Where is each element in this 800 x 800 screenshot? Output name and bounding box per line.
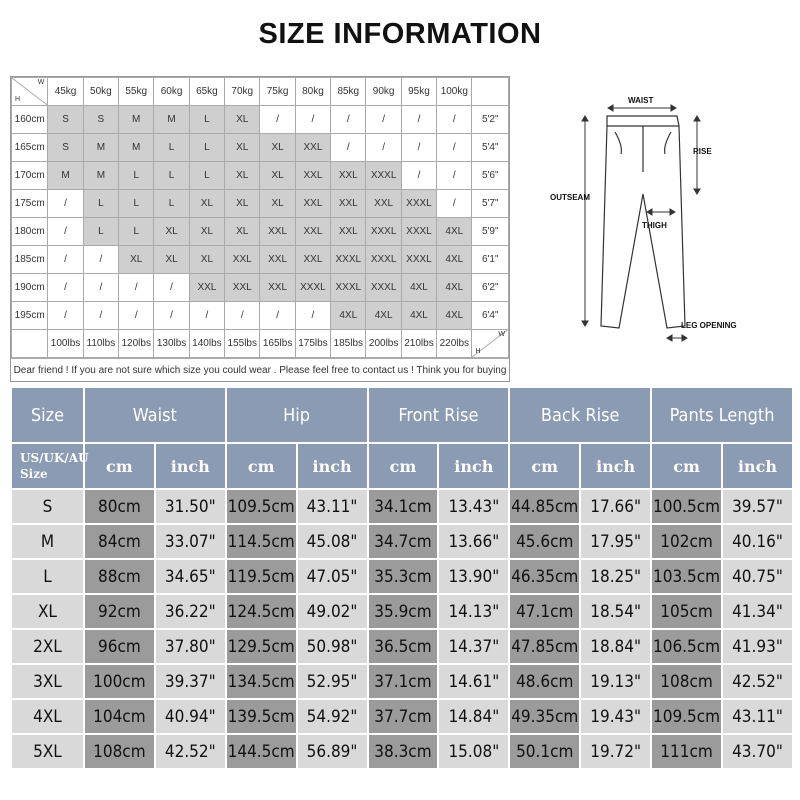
measurement-cm: 111cm [652, 735, 721, 768]
height-row [12, 246, 509, 274]
size-region-line1: US/UK/AU [20, 451, 89, 465]
unit-inch: inch [298, 444, 367, 488]
weight-kg-header: 50kg [83, 78, 118, 106]
measurement-cm: 100.5cm [652, 490, 721, 523]
measurement-cm: 103.5cm [652, 560, 721, 593]
size-recommendation-cell: 4XL [437, 246, 472, 274]
measurement-inch: 43.70" [723, 735, 792, 768]
corner-height-label: H [15, 96, 21, 103]
measurement-cm: 50.1cm [510, 735, 579, 768]
size-recommendation-cell: XXL [189, 274, 224, 302]
weight-kg-header: 85kg [331, 78, 366, 106]
height-cm-label: 180cm [12, 218, 48, 246]
size-recommendation-cell: / [48, 302, 83, 330]
height-cm-label: 190cm [12, 274, 48, 302]
measurement-cm: 34.7cm [369, 525, 438, 558]
size-recommendation-cell: M [83, 134, 118, 162]
size-label: 4XL [12, 700, 83, 733]
size-recommendation-cell: XXL [225, 246, 260, 274]
measurement-cm: 80cm [85, 490, 154, 523]
size-recommendation-cell: / [154, 302, 189, 330]
size-recommendation-cell: XXXL [366, 246, 401, 274]
measurement-cm: 144.5cm [227, 735, 296, 768]
size-row [12, 735, 792, 768]
size-recommendation-cell: XXXL [366, 162, 401, 190]
leg-opening-label: LEG OPENING [681, 321, 737, 330]
measurement-cm: 96cm [85, 630, 154, 663]
size-recommendation-cell: M [119, 106, 154, 134]
contact-note: Dear friend ! If you are not sure which size you could wear . Please feel free to contact us ! Think you for buying [11, 358, 509, 382]
measurement-cm: 104cm [85, 700, 154, 733]
size-recommendation-cell: 4XL [366, 302, 401, 330]
size-recommendation-cell: M [154, 106, 189, 134]
unit-inch: inch [723, 444, 792, 488]
measurement-inch: 18.25" [581, 560, 650, 593]
measurement-inch: 19.13" [581, 665, 650, 698]
measurement-cm: 102cm [652, 525, 721, 558]
size-row [12, 630, 792, 663]
size-recommendation-cell: / [154, 274, 189, 302]
size-recommendation-cell: 4XL [437, 302, 472, 330]
size-recommendation-cell: XXL [295, 162, 330, 190]
size-recommendation-cell: / [295, 106, 330, 134]
measurement-inch: 37.80" [156, 630, 225, 663]
measurement-inch: 14.37" [439, 630, 508, 663]
size-label: 2XL [12, 630, 83, 663]
measurement-cm: 45.6cm [510, 525, 579, 558]
unit-inch: inch [581, 444, 650, 488]
measurement-inch: 13.43" [439, 490, 508, 523]
measurement-inch: 17.95" [581, 525, 650, 558]
unit-cm: cm [227, 444, 296, 488]
measurement-cm: 46.35cm [510, 560, 579, 593]
blank-cell [12, 330, 48, 358]
size-recommendation-cell: XXL [295, 134, 330, 162]
size-recommendation-cell: XXXL [366, 218, 401, 246]
size-recommendation-cell: L [83, 190, 118, 218]
corner-cell [472, 330, 509, 358]
height-ft-label: 5'7" [472, 190, 509, 218]
height-ft-label: 5'6" [472, 162, 509, 190]
measurement-inch: 18.84" [581, 630, 650, 663]
size-row [12, 525, 792, 558]
measurement-inch: 41.93" [723, 630, 792, 663]
size-recommendation-cell: / [48, 190, 83, 218]
measurement-cm: 92cm [85, 595, 154, 628]
measurement-inch: 14.13" [439, 595, 508, 628]
size-recommendation-cell: S [48, 134, 83, 162]
weight-kg-header: 55kg [119, 78, 154, 106]
measurement-inch: 39.57" [723, 490, 792, 523]
measurement-inch: 41.34" [723, 595, 792, 628]
size-recommendation-cell: XXL [295, 218, 330, 246]
measurement-cm: 35.9cm [369, 595, 438, 628]
size-recommendation-cell: XXXL [366, 274, 401, 302]
measurement-inch: 42.52" [156, 735, 225, 768]
measurement-cm: 106.5cm [652, 630, 721, 663]
size-recommendation-cell: / [401, 162, 436, 190]
measurement-cm: 119.5cm [227, 560, 296, 593]
header-back-rise: Back Rise [510, 388, 650, 442]
weight-kg-header: 100kg [437, 78, 472, 106]
size-recommendation-cell: / [225, 302, 260, 330]
measurement-cm: 139.5cm [227, 700, 296, 733]
weight-lbs-header: 175lbs [295, 330, 330, 358]
size-recommendation-cell: L [154, 134, 189, 162]
height-cm-label: 175cm [12, 190, 48, 218]
size-recommendation-cell: XL [189, 218, 224, 246]
weight-lbs-header: 155lbs [225, 330, 260, 358]
weight-kg-header: 65kg [189, 78, 224, 106]
height-row [12, 218, 509, 246]
size-recommendation-cell: XXL [295, 190, 330, 218]
size-region-label [12, 444, 89, 488]
corner-weight-label: W [498, 331, 505, 338]
measurement-inch: 43.11" [298, 490, 367, 523]
measurement-cm: 105cm [652, 595, 721, 628]
outseam-label: OUTSEAM [550, 193, 590, 202]
size-recommendation-cell: XXL [295, 246, 330, 274]
measurement-cm: 109.5cm [227, 490, 296, 523]
size-recommendation-cell: / [401, 106, 436, 134]
corner-cell [12, 78, 48, 106]
height-cm-label: 185cm [12, 246, 48, 274]
size-recommendation-cell: XXL [331, 218, 366, 246]
measurement-cm: 49.35cm [510, 700, 579, 733]
size-recommendation-cell: / [260, 106, 295, 134]
size-recommendation-cell: / [83, 302, 118, 330]
size-recommendation-cell: L [189, 162, 224, 190]
size-recommendation-cell: XXL [366, 190, 401, 218]
size-recommendation-cell: XL [189, 246, 224, 274]
height-weight-grid [11, 77, 509, 358]
size-recommendation-cell: / [119, 274, 154, 302]
size-recommendation-cell: M [48, 162, 83, 190]
weight-lbs-header: 220lbs [437, 330, 472, 358]
measurement-inch: 49.02" [298, 595, 367, 628]
weight-lbs-header: 210lbs [401, 330, 436, 358]
size-recommendation-cell: / [83, 274, 118, 302]
size-recommendation-cell: XXXL [401, 190, 436, 218]
measurement-inch: 19.43" [581, 700, 650, 733]
measurement-inch: 15.08" [439, 735, 508, 768]
measurement-inch: 45.08" [298, 525, 367, 558]
height-row [12, 302, 509, 330]
size-recommendation-cell: 4XL [437, 218, 472, 246]
measurement-inch: 19.72" [581, 735, 650, 768]
weight-lbs-header: 130lbs [154, 330, 189, 358]
height-cm-label: 170cm [12, 162, 48, 190]
measurement-inch: 47.05" [298, 560, 367, 593]
measurement-cm: 108cm [652, 665, 721, 698]
size-label: XL [12, 595, 83, 628]
size-recommendation-cell: XL [119, 246, 154, 274]
size-recommendation-cell: XL [154, 218, 189, 246]
height-row [12, 190, 509, 218]
size-recommendation-cell: / [366, 134, 401, 162]
header-pants-length: Pants Length [652, 388, 792, 442]
weight-kg-header: 80kg [295, 78, 330, 106]
measurement-cm: 44.85cm [510, 490, 579, 523]
measurement-cm: 47.85cm [510, 630, 579, 663]
size-label: 3XL [12, 665, 83, 698]
measurement-cm: 108cm [85, 735, 154, 768]
measurement-cm: 114.5cm [227, 525, 296, 558]
measurement-cm: 88cm [85, 560, 154, 593]
size-row [12, 490, 792, 523]
corner-height-label: H [475, 348, 481, 355]
size-recommendation-cell: / [437, 106, 472, 134]
height-cm-label: 165cm [12, 134, 48, 162]
weight-lbs-header: 100lbs [48, 330, 83, 358]
size-recommendation-cell: L [83, 218, 118, 246]
measurement-inch: 33.07" [156, 525, 225, 558]
measurement-inch: 40.94" [156, 700, 225, 733]
unit-cm: cm [652, 444, 721, 488]
measurement-cm: 100cm [85, 665, 154, 698]
measurement-cm: 134.5cm [227, 665, 296, 698]
size-recommendation-cell: / [295, 302, 330, 330]
size-recommendation-cell: XXXL [331, 246, 366, 274]
size-recommendation-cell: XL [225, 106, 260, 134]
measurement-inch: 36.22" [156, 595, 225, 628]
size-recommendation-cell: 4XL [437, 274, 472, 302]
page-title: SIZE INFORMATION [258, 18, 542, 50]
measurement-inch: 42.52" [723, 665, 792, 698]
weight-lbs-header: 165lbs [260, 330, 295, 358]
size-recommendation-cell: XL [225, 218, 260, 246]
size-recommendation-cell: XL [189, 190, 224, 218]
size-recommendation-cell: 4XL [331, 302, 366, 330]
measurement-inch: 56.89" [298, 735, 367, 768]
size-recommendation-cell: XL [225, 190, 260, 218]
size-label: 5XL [12, 735, 83, 768]
height-row [12, 274, 509, 302]
size-recommendation-cell: / [437, 190, 472, 218]
size-table-unit-row [12, 444, 792, 488]
measurement-cm: 35.3cm [369, 560, 438, 593]
size-recommendation-cell: / [48, 246, 83, 274]
weight-lbs-header: 120lbs [119, 330, 154, 358]
measurement-cm: 48.6cm [510, 665, 579, 698]
measurement-inch: 13.90" [439, 560, 508, 593]
size-recommendation-cell: M [83, 162, 118, 190]
unit-cm: cm [85, 444, 154, 488]
measurement-inch: 50.98" [298, 630, 367, 663]
measurement-inch: 39.37" [156, 665, 225, 698]
waist-label: WAIST [628, 96, 654, 105]
size-recommendation-cell: XL [260, 190, 295, 218]
size-recommendation-cell: S [48, 106, 83, 134]
measurement-inch: 52.95" [298, 665, 367, 698]
weight-kg-header: 95kg [401, 78, 436, 106]
measurement-cm: 34.1cm [369, 490, 438, 523]
size-recommendation-cell: / [83, 246, 118, 274]
measurement-cm: 109.5cm [652, 700, 721, 733]
height-cm-label: 195cm [12, 302, 48, 330]
measurement-cm: 129.5cm [227, 630, 296, 663]
unit-cm: cm [510, 444, 579, 488]
weight-kg-header: 45kg [48, 78, 83, 106]
weight-lbs-header: 200lbs [366, 330, 401, 358]
weight-kg-header: 75kg [260, 78, 295, 106]
size-recommendation-cell: XL [260, 134, 295, 162]
size-measurement-table [10, 386, 794, 770]
weight-kg-row [12, 78, 509, 106]
measurement-inch: 17.66" [581, 490, 650, 523]
unit-inch: inch [439, 444, 508, 488]
measurement-inch: 43.11" [723, 700, 792, 733]
size-recommendation-cell: / [401, 134, 436, 162]
size-table-header-row [12, 388, 792, 442]
size-recommendation-cell: L [189, 106, 224, 134]
rise-label: RISE [693, 147, 712, 156]
height-ft-label: 6'2" [472, 274, 509, 302]
height-row [12, 162, 509, 190]
measurement-inch: 18.54" [581, 595, 650, 628]
height-row [12, 134, 509, 162]
measurement-cm: 47.1cm [510, 595, 579, 628]
size-recommendation-cell: / [119, 302, 154, 330]
size-recommendation-cell: / [437, 134, 472, 162]
measurement-inch: 14.84" [439, 700, 508, 733]
size-recommendation-cell: XL [154, 246, 189, 274]
blank-cell [472, 78, 509, 106]
size-recommendation-cell: L [119, 162, 154, 190]
size-recommendation-cell: XXXL [401, 218, 436, 246]
size-recommendation-cell: XXL [225, 274, 260, 302]
size-recommendation-cell: XXXL [295, 274, 330, 302]
weight-kg-header: 70kg [225, 78, 260, 106]
weight-lbs-header: 185lbs [331, 330, 366, 358]
pants-measurement-diagram [515, 76, 793, 382]
size-region-line2: Size [20, 467, 48, 481]
size-recommendation-cell: L [189, 134, 224, 162]
size-label: S [12, 490, 83, 523]
measurement-inch: 31.50" [156, 490, 225, 523]
weight-lbs-header: 110lbs [83, 330, 118, 358]
size-recommendation-cell: / [366, 106, 401, 134]
height-ft-label: 5'4" [472, 134, 509, 162]
measurement-inch: 14.61" [439, 665, 508, 698]
size-recommendation-cell: / [331, 106, 366, 134]
header-size: Size [12, 388, 83, 442]
size-recommendation-cell: / [48, 274, 83, 302]
size-recommendation-cell: L [119, 218, 154, 246]
thigh-label: THIGH [642, 221, 667, 230]
size-recommendation-cell: XXL [260, 274, 295, 302]
measurement-inch: 40.75" [723, 560, 792, 593]
unit-cm: cm [369, 444, 438, 488]
size-recommendation-cell: XXXL [401, 246, 436, 274]
measurement-inch: 54.92" [298, 700, 367, 733]
height-row [12, 106, 509, 134]
size-recommendation-cell: / [331, 134, 366, 162]
height-cm-label: 160cm [12, 106, 48, 134]
weight-lbs-header: 140lbs [189, 330, 224, 358]
size-recommendation-cell: XXXL [331, 274, 366, 302]
size-row [12, 595, 792, 628]
corner-weight-label: W [37, 79, 45, 86]
size-recommendation-cell: / [260, 302, 295, 330]
height-weight-chart [10, 76, 510, 382]
height-ft-label: 6'1" [472, 246, 509, 274]
weight-kg-header: 90kg [366, 78, 401, 106]
weight-kg-header: 60kg [154, 78, 189, 106]
size-recommendation-cell: XXL [260, 246, 295, 274]
measurement-cm: 38.3cm [369, 735, 438, 768]
size-recommendation-cell: XL [260, 162, 295, 190]
measurement-cm: 36.5cm [369, 630, 438, 663]
measurement-cm: 84cm [85, 525, 154, 558]
measurement-inch: 34.65" [156, 560, 225, 593]
measurement-cm: 37.7cm [369, 700, 438, 733]
size-label: L [12, 560, 83, 593]
height-ft-label: 5'2" [472, 106, 509, 134]
size-recommendation-cell: L [119, 190, 154, 218]
pants-illustration [515, 76, 793, 382]
size-recommendation-cell: XXL [260, 218, 295, 246]
header-front-rise: Front Rise [369, 388, 509, 442]
measurement-cm: 37.1cm [369, 665, 438, 698]
size-recommendation-cell: / [48, 218, 83, 246]
size-row [12, 560, 792, 593]
size-recommendation-cell: XXL [331, 162, 366, 190]
size-recommendation-cell: / [437, 162, 472, 190]
unit-inch: inch [156, 444, 225, 488]
header-hip: Hip [227, 388, 367, 442]
size-recommendation-cell: L [154, 162, 189, 190]
measurement-cm: 124.5cm [227, 595, 296, 628]
height-ft-label: 5'9" [472, 218, 509, 246]
size-row [12, 700, 792, 733]
size-recommendation-cell: 4XL [401, 302, 436, 330]
size-recommendation-cell: XL [225, 162, 260, 190]
size-recommendation-cell: M [119, 134, 154, 162]
weight-lbs-row [12, 330, 509, 358]
size-recommendation-cell: L [154, 190, 189, 218]
size-label: M [12, 525, 83, 558]
measurement-inch: 40.16" [723, 525, 792, 558]
size-recommendation-cell: S [83, 106, 118, 134]
size-row [12, 665, 792, 698]
height-ft-label: 6'4" [472, 302, 509, 330]
size-recommendation-cell: 4XL [401, 274, 436, 302]
size-recommendation-cell: XL [225, 134, 260, 162]
size-recommendation-cell: / [189, 302, 224, 330]
size-recommendation-cell: XXL [331, 190, 366, 218]
header-waist: Waist [85, 388, 225, 442]
measurement-inch: 13.66" [439, 525, 508, 558]
